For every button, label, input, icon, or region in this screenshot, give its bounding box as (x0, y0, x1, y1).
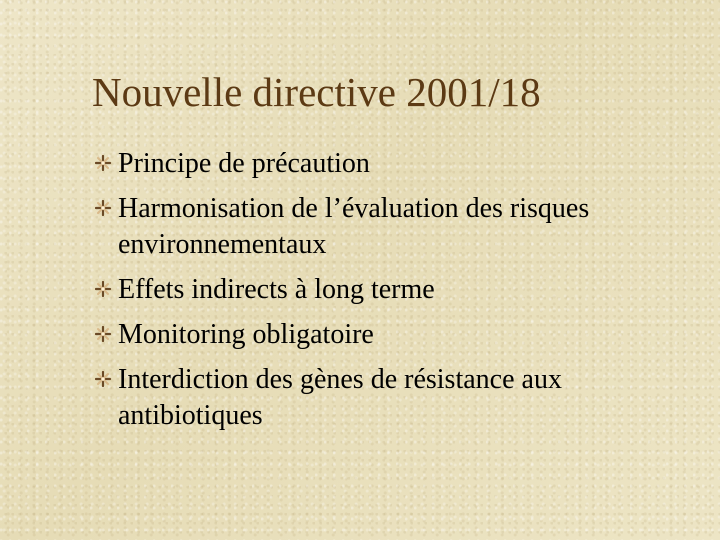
starburst-bullet-icon (95, 371, 111, 387)
starburst-bullet-icon (95, 155, 111, 171)
bullet-item (90, 272, 700, 308)
bullet-item (90, 191, 700, 263)
bullet-text: Harmonisation de l’évaluation des risques environnementaux (118, 193, 590, 260)
starburst-bullet-icon (95, 200, 111, 216)
bullet-text: Monitoring obligatoire (118, 319, 374, 350)
bullet-list (90, 146, 700, 443)
slide-title: Nouvelle directive 2001/18 (92, 69, 541, 115)
bullet-text: Interdiction des gènes de résistance aux antibiotiques (118, 364, 562, 431)
bullet-item (90, 362, 700, 434)
bullet-text: Principe de précaution (118, 148, 370, 179)
starburst-bullet-icon (95, 326, 111, 342)
bullet-item (90, 317, 700, 353)
bullet-text: Effets indirects à long terme (118, 274, 435, 305)
starburst-bullet-icon (95, 281, 111, 297)
bullet-item (90, 146, 700, 182)
